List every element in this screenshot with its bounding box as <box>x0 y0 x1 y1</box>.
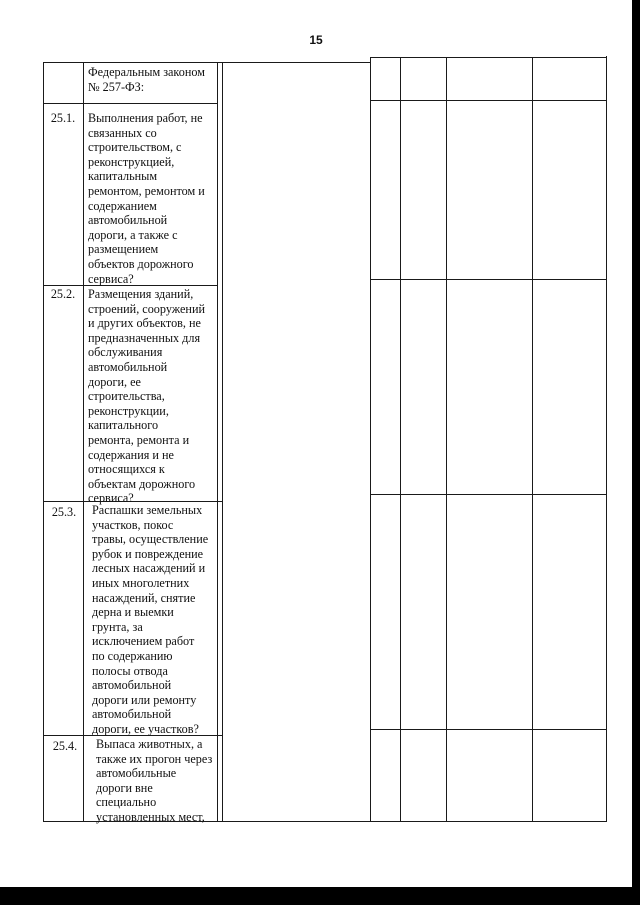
row-divider-1-right <box>370 100 607 101</box>
table-col-divider-6 <box>446 58 447 822</box>
row-text: Выполнения работ, не связанных со строительством, с реконструкцией, капитальным ремонтом, ремонтом и содержанием автомобильной дороги, а также с размещением объектов дорожного сервиса? <box>88 111 205 286</box>
row-number: 25.4. <box>52 739 78 753</box>
row-number: 25.3. <box>51 505 77 519</box>
row-text: Федеральным законом № 257-ФЗ: <box>88 65 205 94</box>
row-number: 25.2. <box>50 287 76 301</box>
table-col-divider-4 <box>370 58 371 822</box>
table-col-divider-7 <box>532 58 533 822</box>
table-border-left <box>43 62 44 822</box>
row-divider-1 <box>43 103 218 104</box>
page-number: 15 <box>309 33 323 47</box>
table-border-top-left <box>43 62 371 63</box>
row-divider-4-right <box>370 729 607 730</box>
table-col-divider-1 <box>83 62 84 822</box>
table-border-top-right <box>370 57 607 58</box>
table-border-right <box>606 56 607 822</box>
row-number: 25.1. <box>50 111 76 125</box>
table-col-divider-5 <box>400 58 401 822</box>
row-text: Распашки земельных участков, покос травы, осуществление рубок и повреждение лесных насаждений и иных многолетних насаждений, снятие дерна и выемки грунта, за исключением работ по содержанию полосы отвода автомобильной дороги или ремонту автомобильной дороги, ее участков? <box>92 503 209 736</box>
row-divider-2-right <box>370 279 607 280</box>
row-text: Выпаса животных, а также их прогон через автомобильные дороги вне специально установленных мест, <box>96 737 213 824</box>
row-divider-3-right <box>370 494 607 495</box>
row-text: Размещения зданий, строений, сооружений и других объектов, не предназначенных для обслуживания автомобильной дороги, ее строительства, реконструкции, капитального ремонта, ремонта и содержания и не относящихся к объектам дорожного сервиса? <box>88 287 205 506</box>
